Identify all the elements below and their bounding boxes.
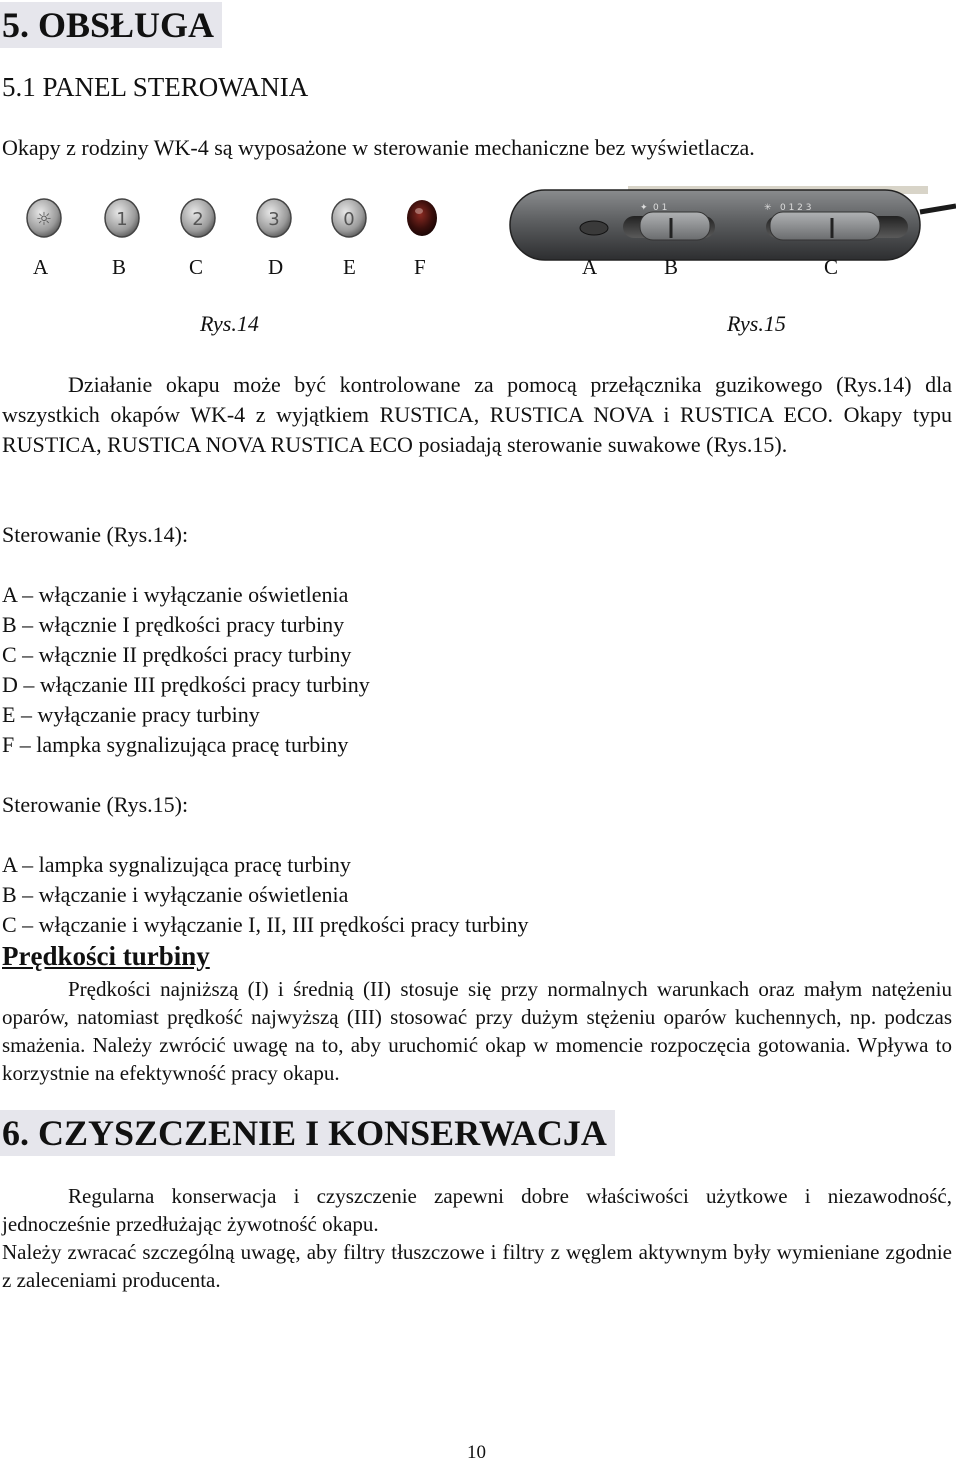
btn-d-glyph: 3 [268, 209, 280, 230]
section-5-title: 5. OBSŁUGA [0, 2, 222, 48]
control-rys14-title: Sterowanie (Rys.14): [2, 522, 189, 547]
speed-2-button-icon [179, 198, 217, 238]
fig15-label-c: C [824, 255, 839, 279]
fig15-label-b: B [664, 255, 679, 279]
speed-3-button-icon [255, 198, 293, 238]
fig15-caption: Rys.15 [727, 311, 786, 336]
list-item: A – włączanie i wyłączanie oświetlenia [2, 582, 349, 607]
btn-a-glyph: ☼ [35, 209, 53, 230]
fig15-label-a: A [582, 255, 598, 279]
maintenance-paragraph: Regularna konserwacja i czyszczenie zapewni dobre właściwości użytkowe i niezawodność, jednocześnie przedłużając żywotność okapu. [2, 1184, 952, 1236]
light-button-icon [25, 198, 63, 238]
off-button-icon [330, 198, 368, 238]
indicator-lamp-icon [403, 198, 441, 238]
list-item: F – lampka sygnalizująca pracę turbiny [2, 732, 349, 757]
list-item: D – włączanie III prędkości pracy turbiny [2, 672, 370, 697]
control-rys14-list [2, 580, 370, 760]
fig14-caption: Rys.14 [200, 311, 259, 336]
slider-panel-icon [508, 184, 956, 264]
fig14-label-d: D [268, 255, 284, 279]
list-item: C – włącznie II prędkości pracy turbiny [2, 642, 352, 667]
control-description-paragraph: Działanie okapu może być kontrolowane za pomocą przełącznika guzikowego (Rys.14) dla wszystkich okapów WK-4 z wyjątkiem RUSTICA, RUSTICA NOVA i RUSTICA ECO. Okapy typu RUSTICA, RUSTICA NOVA RUSTICA ECO posiadają sterowanie suwakowe (Rys.15). [2, 372, 952, 457]
speed-1-button-icon [103, 198, 141, 238]
speeds-paragraph: Prędkości najniższą (I) i średnią (II) stosuje się przy normalnych warunkach oraz małym natężeniu oparów, natomiast prędkość najwyższą (III) stosować przy dużym stężeniu oparów kuchennych, np. podczas smażenia. Należy zwrócić uwagę na to, aby uruchomić okap w momencie rozpoczęcia gotowania. Wpływa to korzystnie na efektywność pracy okapu. [2, 977, 952, 1085]
control-rys15-list [2, 850, 529, 940]
section-6-title: 6. CZYSZCZENIE I KONSERWACJA [0, 1110, 615, 1156]
intro-text: Okapy z rodziny WK-4 są wyposażone w sterowanie mechaniczne bez wyświetlacza. [2, 135, 755, 160]
subsection-5-1-title: 5.1 PANEL STEROWANIA [2, 72, 309, 102]
control-rys15-title: Sterowanie (Rys.15): [2, 792, 189, 817]
fig14-label-c: C [189, 255, 204, 279]
svg-text:✦: ✦ [640, 203, 648, 213]
svg-text:✳: ✳ [764, 203, 772, 213]
fig14-label-e: E [343, 255, 356, 279]
list-item: B – włączanie i wyłączanie oświetlenia [2, 882, 349, 907]
btn-b-glyph: 1 [116, 209, 128, 230]
fig14-label-b: B [112, 255, 127, 279]
btn-e-glyph: 0 [343, 209, 355, 230]
slider1-scale: 0 1 [653, 203, 668, 213]
btn-c-glyph: 2 [192, 209, 204, 230]
fig14-label-f: F [414, 255, 426, 279]
filters-paragraph: Należy zwracać szczególną uwagę, aby filtry tłuszczowe i filtry z węglem aktywnym były wymieniane zgodnie z zaleceniami producenta. [2, 1240, 952, 1292]
speeds-heading: Prędkości turbiny [2, 941, 210, 971]
list-item: A – lampka sygnalizująca pracę turbiny [2, 852, 351, 877]
list-item: C – włączanie i wyłączanie I, II, III prędkości pracy turbiny [2, 912, 529, 937]
page-number: 10 [467, 1442, 486, 1463]
slider2-scale: 0 1 2 3 [780, 203, 812, 213]
fig14-label-a: A [33, 255, 49, 279]
list-item: B – włącznie I prędkości pracy turbiny [2, 612, 345, 637]
list-item: E – wyłączanie pracy turbiny [2, 702, 260, 727]
